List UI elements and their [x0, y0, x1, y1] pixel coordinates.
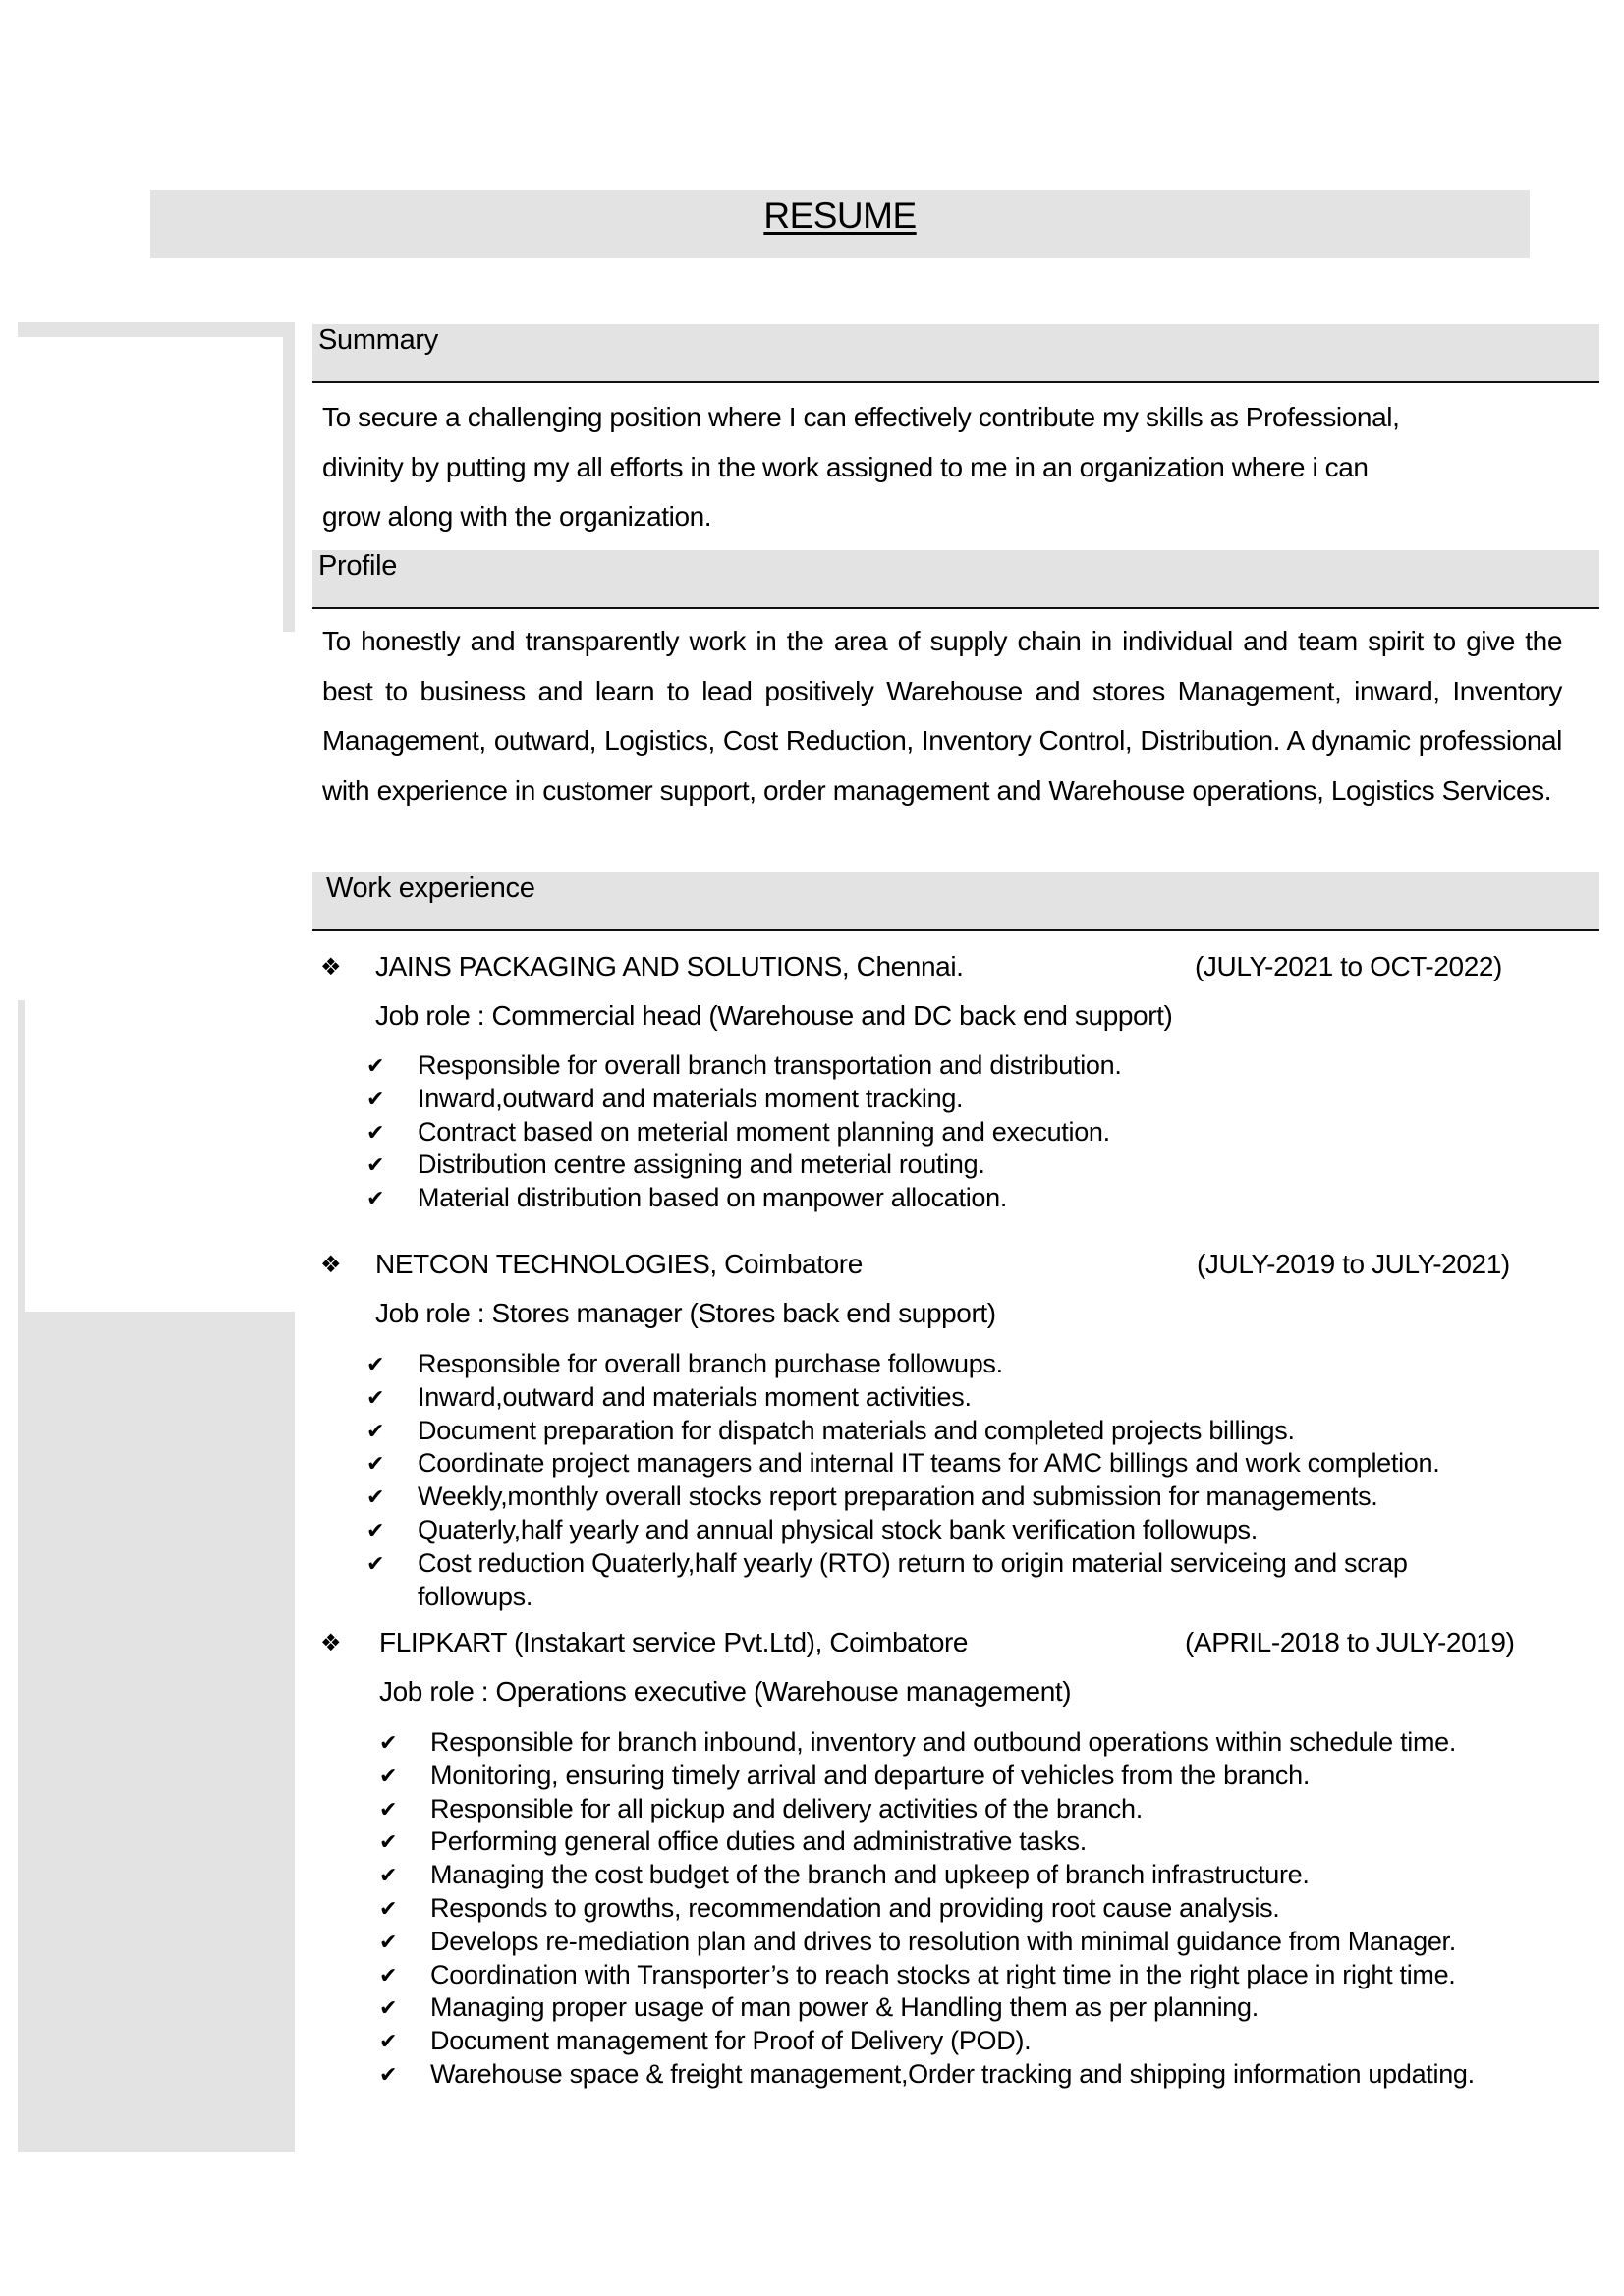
list-item [366, 1447, 1604, 1481]
list-item [366, 1514, 1604, 1547]
duty-text: Develops re-mediation plan and drives to resolution with minimal guidance from Manager. [430, 1926, 1456, 1956]
list-item [379, 1959, 1624, 1992]
list-item [366, 1116, 1122, 1149]
duty-text: Weekly,monthly overall stocks report preparation and submission for managements. [418, 1482, 1378, 1512]
list-item [379, 1726, 1624, 1760]
list-item [366, 1148, 1122, 1182]
job-dates: (APRIL-2018 to JULY-2019) [1185, 1627, 1515, 1657]
duty-text: Contract based on meterial moment planning and execution. [418, 1116, 1110, 1147]
check-icon: ✔ [379, 1962, 398, 1988]
duty-list [366, 1049, 1122, 1215]
check-icon: ✔ [366, 1119, 385, 1145]
check-icon: ✔ [366, 1517, 385, 1542]
duty-list [379, 1726, 1624, 2092]
section-title: Summary [318, 324, 438, 356]
company-name: NETCON TECHNOLOGIES, Coimbatore [375, 1249, 863, 1279]
list-item [366, 1348, 1604, 1381]
duty-text: Responsible for all pickup and delivery activities of the branch. [430, 1793, 1143, 1823]
job-role: Job role : Stores manager (Stores back end support) [375, 1298, 996, 1328]
sidebar-column [18, 322, 295, 2152]
section-title: Work experience [326, 872, 535, 904]
profile-text: To honestly and transparently work in the area of supply chain in individual and team spirit to give the best to business and learn to lead positively Warehouse and stores Management, inward, Inventory Management, outward, Logistics, Cost Reduction, Inventory Control, Distribution. A dynamic professional with experience in customer support, order management and Warehouse operations, Logistics Services. [322, 626, 1562, 806]
duty-text: Coordination with Transporter’s to reach stocks at right time in the right place in right time. [430, 1959, 1456, 1989]
check-icon: ✔ [366, 1053, 385, 1078]
duty-text: Responsible for branch inbound, inventory and outbound operations within schedule time. [430, 1727, 1457, 1757]
list-item [366, 1547, 1518, 1614]
check-icon: ✔ [379, 2029, 398, 2054]
section-header-profile [312, 550, 1599, 609]
duty-text: Warehouse space & freight management,Order tracking and shipping information updating. [430, 2058, 1475, 2089]
check-icon: ✔ [366, 1451, 385, 1477]
summary-line: grow along with the organization. [322, 501, 712, 532]
duty-text: Coordinate project managers and internal IT teams for AMC billings and work completion. [418, 1448, 1440, 1479]
company-name: FLIPKART (Instakart service Pvt.Ltd), Coimbatore [379, 1627, 969, 1657]
job-header [320, 951, 1597, 990]
job-dates: (JULY-2021 to OCT-2022) [1195, 951, 1502, 981]
duty-text: Responsible for overall branch transportation and distribution. [418, 1050, 1122, 1080]
duty-text: Distribution centre assigning and meterial routing. [418, 1149, 985, 1180]
duty-text: Quaterly,half yearly and annual physical stock bank verification followups. [418, 1514, 1258, 1544]
section-header-summary [312, 324, 1599, 383]
section-title: Profile [318, 550, 398, 582]
check-icon: ✔ [366, 1484, 385, 1510]
check-icon: ✔ [379, 1895, 398, 1921]
list-item [379, 1760, 1624, 1793]
job-header [320, 1627, 1597, 1666]
duty-text: Managing proper usage of man power & Handling them as per planning. [430, 1992, 1259, 2023]
list-item [379, 1892, 1624, 1926]
check-icon: ✔ [366, 1352, 385, 1376]
diamond-bullet-icon: ❖ [320, 1252, 342, 1278]
check-icon: ✔ [379, 1829, 398, 1855]
check-icon: ✔ [366, 1418, 385, 1443]
list-item [366, 1182, 1122, 1215]
diamond-bullet-icon: ❖ [320, 1630, 342, 1656]
list-item [379, 1991, 1624, 2025]
summary-line: To secure a challenging position where I can effectively contribute my skills as Professional, [322, 402, 1400, 432]
list-item [366, 1049, 1122, 1083]
page-title: RESUME [763, 196, 917, 236]
company-name: JAINS PACKAGING AND SOLUTIONS, Chennai. [375, 951, 964, 981]
resume-header-band [150, 190, 1530, 258]
duty-text: Responds to growths, recommendation and providing root cause analysis. [430, 1892, 1280, 1923]
list-item [366, 1381, 1604, 1415]
duty-text: Performing general office duties and administrative tasks. [430, 1826, 1087, 1857]
list-item [379, 2058, 1624, 2092]
list-item [366, 1415, 1604, 1448]
diamond-bullet-icon: ❖ [320, 954, 342, 980]
duty-text: Monitoring, ensuring timely arrival and departure of vehicles from the branch. [430, 1760, 1311, 1790]
check-icon: ✔ [379, 1763, 398, 1788]
duty-text: Cost reduction Quaterly,half yearly (RTO) return to origin material serviceing and scrap followups. [418, 1547, 1408, 1611]
job-dates: (JULY-2019 to JULY-2021) [1197, 1249, 1510, 1279]
check-icon: ✔ [379, 1796, 398, 1821]
duty-text: Material distribution based on manpower allocation. [418, 1183, 1008, 1213]
photo-placeholder [18, 337, 283, 632]
duty-text: Responsible for overall branch purchase followups. [418, 1349, 1003, 1378]
job-role: Job role : Commercial head (Warehouse and DC back end support) [375, 1000, 1173, 1031]
check-icon: ✔ [366, 1384, 385, 1410]
duty-list [366, 1348, 1604, 1613]
summary-text [322, 393, 1399, 542]
check-icon: ✔ [379, 2061, 398, 2087]
check-icon: ✔ [366, 1152, 385, 1178]
job-role: Job role : Operations executive (Warehouse management) [379, 1676, 1072, 1707]
list-item [379, 1793, 1624, 1826]
list-item [379, 2025, 1624, 2058]
sidebar-white-panel-lower [25, 681, 295, 1312]
check-icon: ✔ [379, 1730, 398, 1755]
section-header-work-experience [312, 872, 1599, 931]
duty-text: Inward,outward and materials moment activities. [418, 1381, 972, 1412]
check-icon: ✔ [379, 1929, 398, 1954]
list-item [379, 1859, 1624, 1892]
duty-text: Inward,outward and materials moment tracking. [418, 1083, 964, 1113]
list-item [366, 1083, 1122, 1116]
list-item [379, 1926, 1624, 1959]
check-icon: ✔ [379, 1995, 398, 2021]
duty-text: Managing the cost budget of the branch and upkeep of branch infrastructure. [430, 1860, 1310, 1890]
duty-text: Document preparation for dispatch materials and completed projects billings. [418, 1415, 1295, 1445]
check-icon: ✔ [366, 1086, 385, 1111]
check-icon: ✔ [379, 1863, 398, 1888]
list-item [366, 1481, 1604, 1514]
check-icon: ✔ [366, 1186, 385, 1211]
check-icon: ✔ [366, 1550, 385, 1576]
duty-text: Document management for Proof of Delivery (POD). [430, 2026, 1032, 2056]
list-item [379, 1825, 1624, 1859]
job-header [320, 1249, 1597, 1288]
summary-line: divinity by putting my all efforts in the work assigned to me in an organization where i can [322, 451, 1369, 482]
